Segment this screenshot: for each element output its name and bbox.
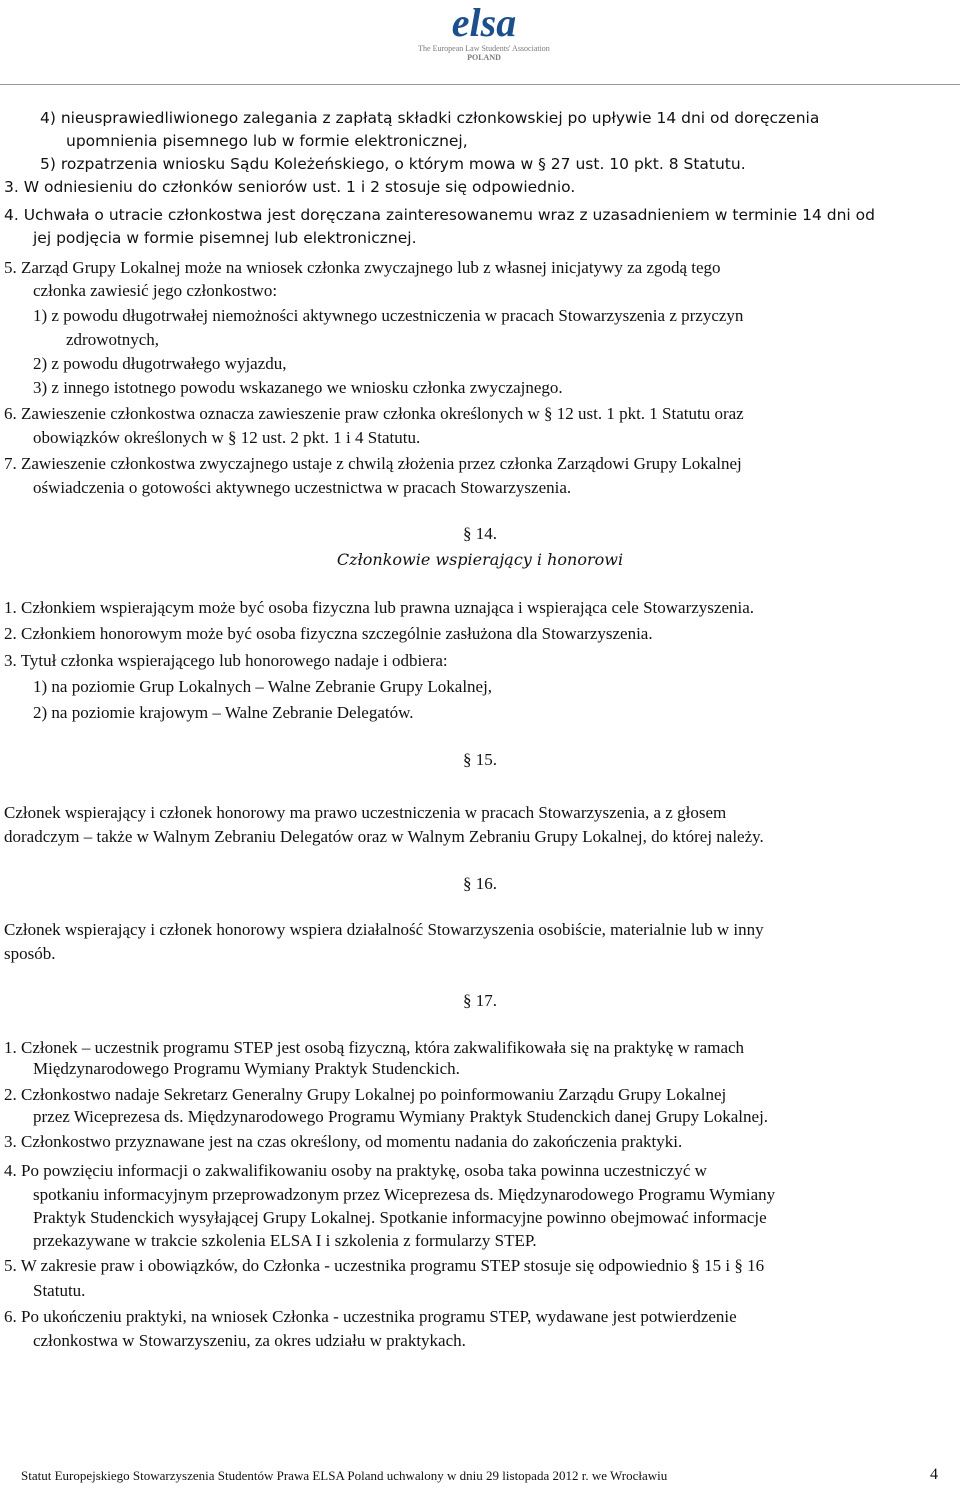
logo-tagline: The European Law Students' Association (418, 44, 550, 53)
svg-text:elsa: elsa (451, 2, 517, 45)
text-line: Międzynarodowego Programu Wymiany Praktyk Studenckich. (33, 1059, 460, 1078)
text-line: 6. Zawieszenie członkostwa oznacza zawieszenie praw członka określonych w § 12 ust. 1 pkt. 1 Statutu oraz (4, 404, 744, 423)
section-heading-16: § 16. (463, 874, 497, 893)
logo-country: POLAND (467, 53, 501, 62)
text-line: przekazywane w trakcie szkolenia ELSA I i szkolenia z formularzy STEP. (33, 1231, 537, 1250)
text-line: 2. Członkiem honorowym może być osoba fizyczna szczególnie zasłużona dla Stowarzyszenia. (4, 624, 653, 643)
text-line: 4) nieusprawiedliwionego zalegania z zapłatą składki członkowskiej po upływie 14 dni od doręczenia (40, 109, 820, 127)
text-line: 3. W odniesieniu do członków seniorów ust. 1 i 2 stosuje się odpowiednio. (4, 178, 576, 196)
text-line: 2) z powodu długotrwałego wyjazdu, (33, 354, 287, 373)
text-line: 1) z powodu długotrwałej niemożności aktywnego uczestniczenia w pracach Stowarzyszenia z przyczyn (33, 306, 744, 325)
text-line: oświadczenia o gotowości aktywnego uczestnictwa w pracach Stowarzyszenia. (33, 478, 572, 497)
text-line: 6. Po ukończeniu praktyki, na wniosek Członka - uczestnika programu STEP, wydawane jest potwierdzenie (4, 1307, 737, 1326)
text-line: 4. Po powzięciu informacji o zakwalifikowaniu osoby na praktykę, osoba taka powinna uczestniczyć w (4, 1161, 707, 1180)
text-line: 7. Zawieszenie członkostwa zwyczajnego ustaje z chwilą złożenia przez członka Zarządowi Grupy Lokalnej (4, 454, 742, 473)
text-line: 5) rozpatrzenia wniosku Sądu Koleżeńskiego, o którym mowa w § 27 ust. 10 pkt. 8 Statutu. (40, 155, 746, 173)
page-number: 4 (930, 1466, 938, 1483)
text-line: członkostwa w Stowarzyszeniu, za okres udziału w praktykach. (33, 1331, 466, 1350)
text-line: 3) z innego istotnego powodu wskazanego we wniosku członka zwyczajnego. (33, 378, 563, 397)
text-line: Członek wspierający i członek honorowy ma prawo uczestniczenia w pracach Stowarzyszenia, a z głosem (4, 803, 727, 822)
elsa-logo-mark (429, 2, 539, 46)
text-line: 1) na poziomie Grup Lokalnych – Walne Zebranie Grupy Lokalnej, (33, 677, 493, 696)
text-line: spotkaniu informacyjnym przeprowadzonym przez Wiceprezesa ds. Międzynarodowego Programu Wymiany (33, 1185, 776, 1204)
text-line: 1. Członkiem wspierającym może być osoba fizyczna lub prawna uznająca i wspierająca cele Stowarzyszenia. (4, 598, 755, 617)
elsa-logo (404, 2, 564, 72)
text-line: obowiązków określonych w § 12 ust. 2 pkt. 1 i 4 Statutu. (33, 428, 421, 447)
footer-text: Statut Europejskiego Stowarzyszenia Studentów Prawa ELSA Poland uchwalony w dniu 29 listopada 2012 r. we Wrocławiu (21, 1468, 668, 1483)
text-line: 5. W zakresie praw i obowiązków, do Członka - uczestnika programu STEP stosuje się odpowiednio § 15 i § 16 (4, 1256, 765, 1275)
text-line: 1. Członek – uczestnik programu STEP jest osobą fizyczną, która zakwalifikowała się na praktykę w ramach (4, 1038, 745, 1057)
text-line: doradczym – także w Walnym Zebraniu Delegatów oraz w Walnym Zebraniu Grupy Lokalnej, do której należy. (4, 827, 764, 846)
text-line: Członek wspierający i członek honorowy wspiera działalność Stowarzyszenia osobiście, materialnie lub w inny (4, 920, 764, 939)
section-heading-17: § 17. (463, 991, 497, 1010)
text-line: sposób. (4, 944, 56, 963)
header-rule (0, 84, 960, 85)
text-line: przez Wiceprezesa ds. Międzynarodowego Programu Wymiany Praktyk Studenckich danej Grupy Lokalnej. (33, 1107, 769, 1126)
section-heading-15: § 15. (463, 750, 497, 769)
text-line: Praktyk Studenckich wysyłającej Grupy Lokalnej. Spotkanie informacyjne powinno obejmować informacje (33, 1208, 767, 1227)
text-line: 4. Uchwała o utracie członkostwa jest doręczana zainteresowanemu wraz z uzasadnieniem w terminie 14 dni od (4, 206, 875, 224)
section-heading-14: § 14. (463, 524, 497, 543)
text-line: 2) na poziomie krajowym – Walne Zebranie Delegatów. (33, 703, 414, 722)
section-title-14: Członkowie wspierający i honorowi (336, 550, 624, 569)
text-line: zdrowotnych, (66, 330, 160, 349)
text-line: 3. Członkostwo przyznawane jest na czas określony, od momentu nadania do zakończenia praktyki. (4, 1132, 683, 1151)
text-line: członka zawiesić jego członkostwo: (33, 281, 278, 300)
text-line: 2. Członkostwo nadaje Sekretarz Generalny Grupy Lokalnej po poinformowaniu Zarządu Grupy Lokalnej (4, 1085, 727, 1104)
text-line: Statutu. (33, 1281, 86, 1300)
text-line: jej podjęcia w formie pisemnej lub elektronicznej. (33, 229, 417, 247)
text-line: upomnienia pisemnego lub w formie elektronicznej, (66, 132, 468, 150)
text-line: 3. Tytuł członka wspierającego lub honorowego nadaje i odbiera: (4, 651, 448, 670)
text-line: 5. Zarząd Grupy Lokalnej może na wniosek członka zwyczajnego lub z własnej inicjatywy za zgodą tego (4, 258, 721, 277)
